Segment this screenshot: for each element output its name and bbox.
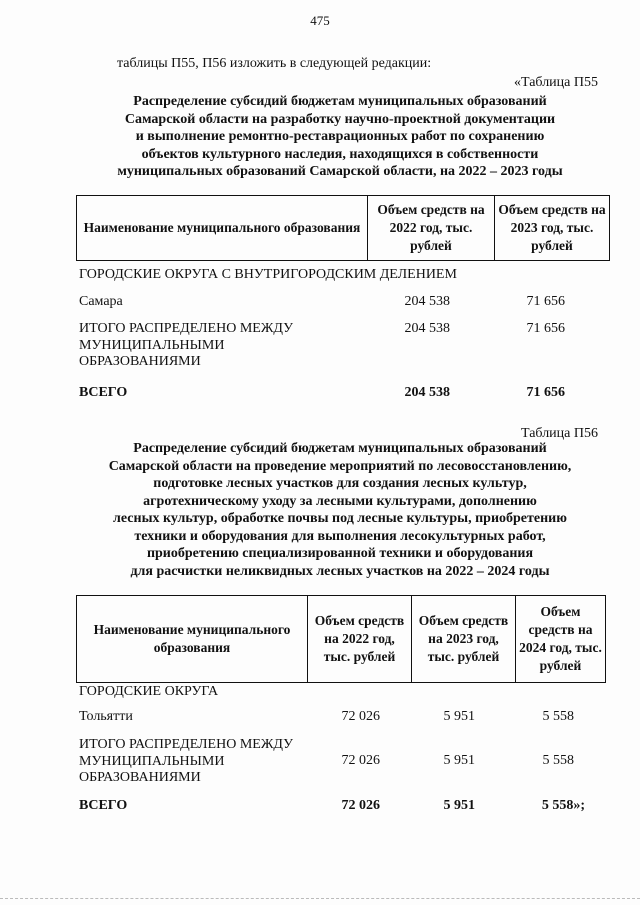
table55-row-name: Самара xyxy=(79,294,123,309)
table56-row-2022: 72 026 xyxy=(341,753,380,768)
header-2024: Объем средств на 2024 год, тыс. рублей xyxy=(516,596,606,683)
table55-row-2022: 204 538 xyxy=(404,321,450,336)
title-line: для расчистки неликвидных лесных участков на 2022 – 2024 годы xyxy=(130,563,550,579)
table56-section: ГОРОДСКИЕ ОКРУГА xyxy=(79,684,219,699)
table55-row-2023: 71 656 xyxy=(526,321,565,336)
table56-row-2024: 5 558 xyxy=(542,753,574,768)
title-line: объектов культурного наследия, находящихся в собственности xyxy=(141,146,539,162)
table55-header xyxy=(76,195,610,261)
table56-total-name: ВСЕГО xyxy=(79,798,128,813)
title-line: Распределение субсидий бюджетам муниципальных образований xyxy=(133,94,547,109)
table56-row-2022: 72 026 xyxy=(341,709,380,724)
table56-row-name: Тольятти xyxy=(79,709,133,724)
table55-row-2023: 71 656 xyxy=(526,294,565,309)
table56-total-2024: 5 558»; xyxy=(541,798,585,813)
table56-label: Таблица П56 xyxy=(521,426,598,441)
title-line: Распределение субсидий бюджетам муниципальных образований xyxy=(133,441,547,456)
title-line: подготовке лесных участков для создания лесных культур, xyxy=(153,476,527,491)
table55-label: «Таблица П55 xyxy=(514,75,598,90)
title-line: лесных культур, обработке почвы под лесные культуры, приобретению xyxy=(113,511,567,526)
title-line: и выполнение ремонтно-реставрационных работ по сохранению xyxy=(135,129,545,144)
title-line: Самарской области на проведение мероприятий по лесовосстановлению, xyxy=(108,458,572,474)
header-2022: Объем средств на 2022 год, тыс. рублей xyxy=(368,196,495,261)
header-2023: Объем средств на 2023 год, тыс. рублей xyxy=(495,196,610,261)
table56-row-2023: 5 951 xyxy=(443,709,475,724)
table56-total-2022: 72 026 xyxy=(341,798,380,813)
table55-total-2022: 204 538 xyxy=(404,385,450,400)
table56-row-name: ИТОГО РАСПРЕДЕЛЕНО МЕЖДУ МУНИЦИПАЛЬНЫМИ ОБРАЗОВАНИЯМИ xyxy=(79,737,293,785)
table55-total-name: ВСЕГО xyxy=(79,385,128,400)
title-line: агротехническому уходу за лесными культурами, дополнению xyxy=(143,493,537,509)
header-name: Наименование муниципального образования xyxy=(77,596,308,683)
table56-total-2023: 5 951 xyxy=(443,798,475,813)
table56-title xyxy=(50,440,630,580)
table55-row-name: ИТОГО РАСПРЕДЕЛЕНО МЕЖДУ МУНИЦИПАЛЬНЫМИ ОБРАЗОВАНИЯМИ xyxy=(79,321,293,369)
page-number: 475 xyxy=(310,13,330,28)
table56-row-2023: 5 951 xyxy=(443,753,475,768)
header-2023: Объем средств на 2023 год, тыс. рублей xyxy=(412,596,516,683)
scan-edge-divider xyxy=(0,898,640,899)
title-line: техники и оборудования для выполнения лесокультурных работ, xyxy=(134,528,546,544)
table55-title xyxy=(50,93,630,181)
title-line: Самарской области на разработку научно-проектной документации xyxy=(124,111,556,127)
table55-total-2023: 71 656 xyxy=(526,385,565,400)
table55-row-2022: 204 538 xyxy=(404,294,450,309)
title-line: муниципальных образований Самарской области, на 2022 – 2023 годы xyxy=(117,164,563,179)
header-name: Наименование муниципального образования xyxy=(77,196,368,261)
header-2022: Объем средств на 2022 год, тыс. рублей xyxy=(308,596,412,683)
table56-header xyxy=(76,595,606,683)
table55-section: ГОРОДСКИЕ ОКРУГА С ВНУТРИГОРОДСКИМ ДЕЛЕНИЕМ xyxy=(79,267,457,282)
intro-text: таблицы П55, П56 изложить в следующей редакции: xyxy=(117,56,432,71)
table56-row-2024: 5 558 xyxy=(542,709,574,724)
title-line: приобретению специализированной техники и оборудования xyxy=(146,546,534,561)
